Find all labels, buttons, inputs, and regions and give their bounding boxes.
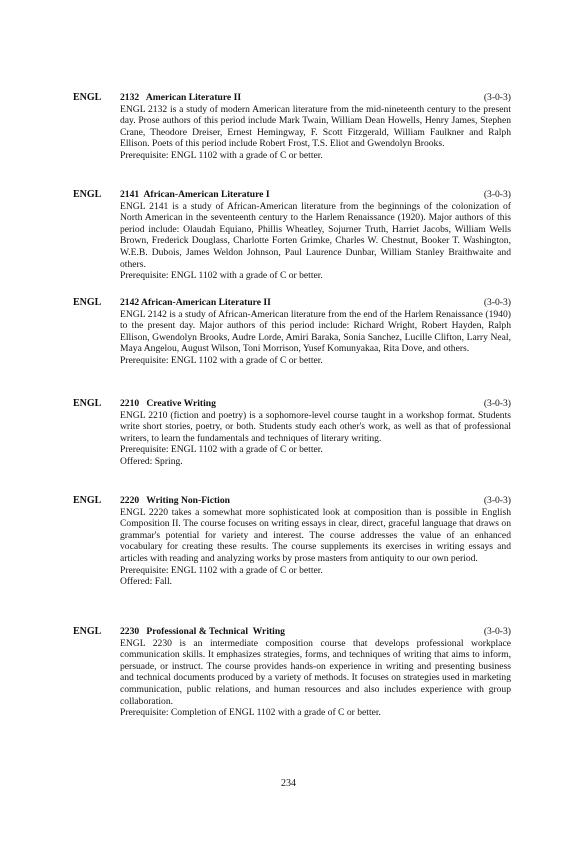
course-prerequisite: Prerequisite: ENGL 1102 with a grade of C or better. [120, 149, 323, 161]
course-heading-row [120, 398, 511, 410]
course-heading-row [120, 297, 511, 309]
course-heading-row [120, 92, 511, 104]
course-department: ENGL [73, 398, 102, 409]
course-credits: (3-0-3) [483, 495, 511, 506]
course-heading-row [120, 189, 511, 201]
course-prerequisite: Prerequisite: ENGL 1102 with a grade of C or better. [120, 354, 323, 366]
course-prerequisite: Prerequisite: ENGL 1102 with a grade of C or better. [120, 564, 323, 576]
course-body [120, 297, 511, 367]
course-description: ENGL 2132 is a study of modern American literature from the mid-nineteenth century to the present day. Prose authors of this period include Mark Twain, William Dean Howells, Henry James, Stephen Crane, Theodore Dreiser, Ernest Hemingway, F. Scott Fitzgerald, William Faulkner and Ralph Ellison. Poets of this period include Robert Frost, T.S. Eliot and Gwendolyn Brooks. [120, 103, 511, 150]
course-title: 2142 African-American Literature II [120, 297, 271, 308]
course-body [120, 626, 511, 719]
course-body [120, 92, 511, 162]
course-title: 2220 Writing Non-Fiction [120, 495, 230, 506]
course-body [120, 495, 511, 588]
course-department: ENGL [73, 189, 102, 200]
course-title: 2230 Professional & Technical Writing [120, 626, 285, 637]
course-body [120, 189, 511, 282]
course-prerequisite: Prerequisite: Completion of ENGL 1102 with a grade of C or better. [120, 707, 381, 719]
course-credits: (3-0-3) [483, 398, 511, 409]
course-department: ENGL [73, 297, 102, 308]
course-heading-row [120, 626, 511, 638]
course-title: 2141 African-American Literature I [120, 189, 270, 200]
course-credits: (3-0-3) [483, 189, 511, 200]
course-title: 2210 Creative Writing [120, 398, 216, 409]
course-department: ENGL [73, 92, 102, 103]
course-credits: (3-0-3) [483, 297, 511, 308]
course-prerequisite: Prerequisite: ENGL 1102 with a grade of C or better. [120, 444, 323, 456]
course-heading-row [120, 495, 511, 507]
course-credits: (3-0-3) [483, 92, 511, 103]
course-description: ENGL 2141 is a study of African-American literature from the beginnings of the colonization of North American in the seventeenth century to the Harlem Renaissance (1920). Major authors of this period include: Olaudah Equiano, Phillis Wheatley, Sojurner Truth, Harriet Jacobs, William Wells Brown, Frederick Douglass, Charlotte Forten Grimke, Charles W. Chestnut, Booker T. Washington, W.E.B. Dubois, James Weldon Johnson, Paul Laurence Dunbar, William Stanley Braithwaite and others. [120, 200, 511, 270]
course-credits: (3-0-3) [483, 626, 511, 637]
course-title: 2132 American Literature II [120, 92, 242, 103]
page-number: 234 [281, 778, 296, 789]
course-prerequisite: Prerequisite: ENGL 1102 with a grade of C or better. [120, 270, 323, 282]
course-department: ENGL [73, 626, 102, 637]
course-body [120, 398, 511, 468]
course-description: ENGL 2230 is an intermediate composition course that develops professional workplace communication skills. It emphasizes strategies, forms, and techniques of writing that aims to inform, persuade, or instruct. The course provides hands-on experience in writing and presenting business and technical documents produced by a variety of methods. It focuses on strategies used in marketing communication, public relations, and human resources and also includes experience with group collaboration. [120, 637, 511, 707]
course-description: ENGL 2210 (fiction and poetry) is a sophomore-level course taught in a workshop format. Students write short stories, poetry, or both. Students study each other's work, as well as that of professional writers, to learn the fundamentals and techniques of literary writing. [120, 409, 511, 444]
course-offered: Offered: Fall. [120, 576, 173, 588]
course-description: ENGL 2220 takes a somewhat more sophisticated look at composition than is possible in English Composition II. The course focuses on writing essays in clear, direct, graceful language that draws on grammar's potential for variety and interest. The course addresses the value of an enhanced vocabulary for creating these results. The course supplements its exercises in writing essays and articles with reading and analyzing works by prose masters from antiquity to our own period. [120, 506, 511, 564]
course-description: ENGL 2142 is a study of African-American literature from the end of the Harlem Renaissance (1940) to the present day. Major authors of this period include: Richard Wright, Robert Hayden, Ralph Ellison, Gwendolyn Brooks, Audre Lorde, Amiri Baraka, Sonia Sanchez, Lucille Clifton, Larry Neal, Maya Angelou, August Wilson, Toni Morrison, Yusef Komunyakaa, Rita Dove, and others. [120, 308, 511, 355]
course-offered: Offered: Spring. [120, 455, 183, 467]
course-department: ENGL [73, 495, 102, 506]
